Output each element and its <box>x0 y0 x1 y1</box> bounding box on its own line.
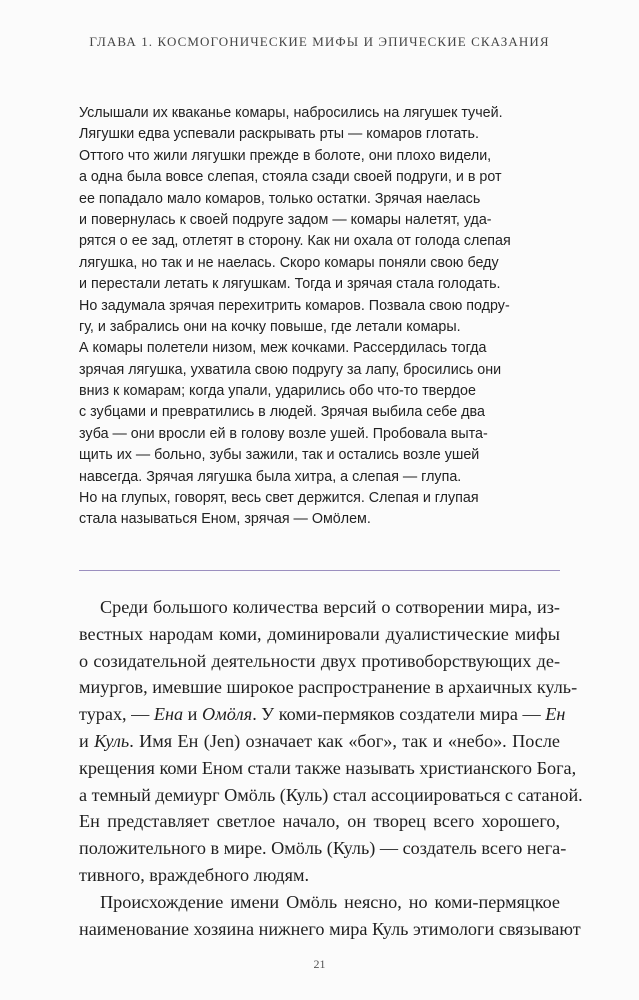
text-run: и <box>183 704 202 725</box>
body-line: миургов, имевшие широкое распространение в архаичных куль- <box>79 677 578 698</box>
inset-line: вниз к комарам; когда упали, ударились обо что-то твердое <box>79 383 476 400</box>
italic-name-ena: Ена <box>153 704 184 725</box>
inset-line: рятся о ее зад, отлетят в сторону. Как ни охала от голода слепая <box>79 233 511 250</box>
body-line <box>79 701 566 728</box>
inset-line: и повернулась к своей подруге задом — комары налетят, уда- <box>79 211 492 228</box>
inset-line: Лягушки едва успевали раскрывать рты — комаров глотать. <box>79 126 479 143</box>
inset-line: Но на глупых, говорят, весь свет держится. Слепая и глупая <box>79 490 479 507</box>
inset-story <box>79 103 539 531</box>
italic-name-omol: Омӧля <box>201 704 253 725</box>
body-line: наименование хозяина нижнего мира Куль этимологи связывают <box>79 918 581 939</box>
italic-name-en: Ен <box>545 704 566 725</box>
inset-line: Но задумала зрячая перехитрить комаров. Позвала свою подру- <box>79 297 510 314</box>
inset-line: гу, и забрались они на кочку повыше, где летали комары. <box>79 318 461 335</box>
body-line: крещения коми Еном стали также называть христианского Бога, <box>79 757 577 778</box>
body-line: Среди большого количества версий о сотворении мира, из- <box>100 597 560 617</box>
running-header: ГЛАВА 1. КОСМОГОНИЧЕСКИЕ МИФЫ И ЭПИЧЕСКИЕ СКАЗАНИЯ <box>89 34 550 49</box>
inset-line: а одна была вовсе слепая, стояла сзади своей подруги, и в рот <box>79 169 502 186</box>
body-line: вестных народам коми, доминировали дуалистические мифы <box>79 623 560 644</box>
inset-line: и перестали летать к лягушкам. Тогда и зрячая стала голодать. <box>79 276 501 293</box>
inset-line: А комары полетели низом, меж кочками. Рассердилась тогда <box>79 340 487 357</box>
body-line: Ен представляет светлое начало, он творец всего хорошего, <box>79 811 560 832</box>
inset-line: ее попадало мало комаров, только остатки. Зрячая наелась <box>79 190 481 207</box>
body-line: Происхождение имени Омӧль неясно, но коми-пермяцкое <box>100 891 560 912</box>
text-run: . Имя Ен (Jen) означает как «бог», так и «небо». После <box>129 730 561 751</box>
inset-line: лягушка, но так и не наелась. Скоро комары поняли свою беду <box>79 254 499 271</box>
inset-line: Оттого что жили лягушки прежде в болоте, они плохо видели, <box>79 147 492 164</box>
inset-line: зрячая лягушка, ухватила свою подругу за лапу, бросились они <box>79 361 502 378</box>
body-line: о созидательной деятельности двух противоборствующих де- <box>79 650 560 671</box>
body-text <box>79 594 583 942</box>
text-run: . У коми-пермяков создатели мира — <box>252 704 546 725</box>
body-line <box>79 728 560 755</box>
body-line: тивного, враждебного людям. <box>79 864 310 885</box>
inset-line: зуба — они вросли ей в голову возле ушей. Пробовала выта- <box>79 425 488 442</box>
text-run: и <box>79 730 95 751</box>
inset-line: щить их — больно, зубы зажили, так и остались возле ушей <box>79 447 480 464</box>
body-line: положительного в мире. Омӧль (Куль) — создатель всего нега- <box>79 838 567 859</box>
body-line: а темный демиург Омӧль (Куль) стал ассоциироваться с сатаной. <box>79 784 583 805</box>
text-run: турах, — <box>79 704 154 725</box>
inset-line: стала называться Еном, зрячая — Омӧлем. <box>79 511 371 528</box>
inset-line: Услышали их кваканье комары, набросились на лягушек тучей. <box>79 105 503 121</box>
inset-line: навсегда. Зрячая лягушка была хитра, а слепая — глупа. <box>79 468 462 485</box>
italic-name-kul: Куль <box>94 730 130 751</box>
inset-line: с зубцами и превратились в людей. Зрячая выбила себе два <box>79 404 485 421</box>
page-number: 21 <box>313 957 326 971</box>
section-divider <box>79 570 560 571</box>
